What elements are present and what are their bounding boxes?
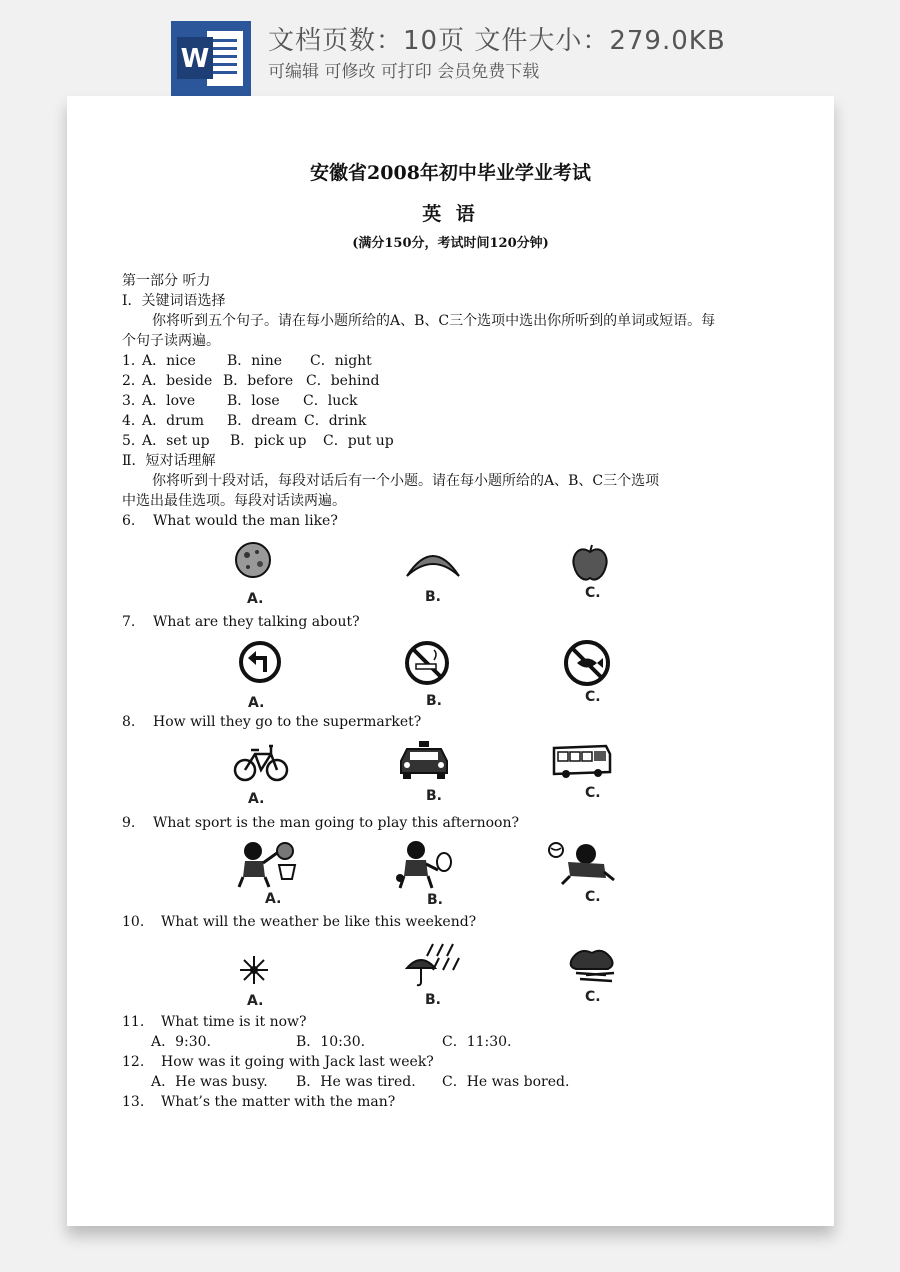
question-text: What time is it now? [161, 1014, 307, 1030]
option-c: C．night [310, 353, 372, 369]
question-number: 12. [122, 1054, 145, 1070]
option-label: A. [247, 591, 264, 607]
option-label: B. [426, 788, 442, 804]
question-number: 13. [122, 1094, 145, 1110]
option-c: C．11:30. [442, 1034, 512, 1050]
snow-icon [237, 953, 271, 987]
option-b: B．dream [227, 413, 297, 429]
option-label: A. [265, 891, 282, 907]
option-c: C．put up [323, 433, 394, 449]
section2-instruction: 你将听到十段对话，每段对话后有一个小题。请在每小题所给的A、B、C三个选项 [152, 473, 660, 489]
apple-icon [569, 542, 611, 584]
no-fishing-sign-icon [563, 639, 611, 687]
option-label: A. [248, 695, 265, 711]
question-number: 10. [122, 914, 145, 930]
option-c: C．He was bored. [442, 1074, 570, 1090]
tennis-player-icon [394, 838, 454, 890]
option-a: A．love [142, 393, 196, 409]
option-label: B. [426, 693, 442, 709]
option-label: B. [425, 992, 441, 1008]
basketball-player-icon [237, 839, 301, 889]
option-label: B. [427, 892, 443, 908]
option-a: A．drum [142, 413, 205, 429]
question-text: What will the weather be like this weekend? [161, 914, 477, 930]
question-number: 9. [122, 815, 136, 831]
exam-note: (满分150分，考试时间120分钟) [352, 236, 549, 251]
question-number: 5． [122, 433, 145, 449]
option-label: C. [585, 689, 601, 705]
volleyball-player-icon [546, 840, 616, 886]
document-meta-subtitle: 可编辑 可修改 可打印 会员免费下载 [268, 62, 540, 82]
turn-left-sign-icon [238, 640, 282, 684]
question-text: How was it going with Jack last week? [161, 1054, 434, 1070]
question-number: 2． [122, 373, 145, 389]
word-document-icon [171, 21, 251, 96]
bus-icon [552, 742, 612, 782]
option-label: B. [425, 589, 441, 605]
option-a: A．beside [142, 373, 213, 389]
dumpling-icon [233, 540, 273, 580]
question-number: 6. [122, 513, 136, 529]
taxi-icon [395, 739, 453, 781]
rain-icon [403, 942, 465, 990]
question-number: 7. [122, 614, 136, 630]
question-text: How will they go to the supermarket? [153, 714, 422, 730]
question-number: 11. [122, 1014, 145, 1030]
no-smoking-sign-icon [404, 640, 450, 686]
option-a: A．nice [142, 353, 196, 369]
banana-icon [403, 542, 463, 582]
option-a: A．He was busy. [151, 1074, 268, 1090]
section1-heading: Ⅰ．关键词语选择 [122, 293, 226, 309]
option-a: A．set up [142, 433, 210, 449]
question-text: What would the man like? [153, 513, 338, 529]
question-text: What are they talking about? [153, 614, 360, 630]
question-number: 3． [122, 393, 145, 409]
section1-instruction: 你将听到五个句子。请在每小题所给的A、B、C三个选项中选出你所听到的单词或短语。每 [152, 313, 716, 329]
option-a: A．9:30. [151, 1034, 211, 1050]
option-c: C．behind [306, 373, 380, 389]
option-label: C. [585, 785, 601, 801]
option-label: C. [585, 989, 601, 1005]
option-b: B．nine [227, 353, 283, 369]
option-b: B．pick up [230, 433, 307, 449]
option-label: C. [585, 889, 601, 905]
option-b: B．He was tired. [296, 1074, 416, 1090]
question-number: 8. [122, 714, 136, 730]
section2-instruction-cont: 中选出最佳选项。每段对话读两遍。 [122, 493, 346, 509]
question-text: What’s the matter with the man? [161, 1094, 396, 1110]
section2-heading: Ⅱ．短对话理解 [122, 453, 216, 469]
option-c: C．luck [303, 393, 358, 409]
banner [0, 0, 900, 100]
exam-subject: 英 语 [422, 203, 479, 225]
question-number: 1． [122, 353, 145, 369]
section1-instruction-cont: 个句子读两遍。 [122, 333, 220, 349]
option-label: A. [248, 791, 265, 807]
option-label: C. [585, 585, 601, 601]
document-meta-title: 文档页数：10页 文件大小：279.0KB [268, 26, 726, 56]
bicycle-icon [233, 740, 289, 782]
question-text: What sport is the man going to play this afternoon? [153, 815, 519, 831]
question-number: 4． [122, 413, 145, 429]
option-b: B．10:30. [296, 1034, 366, 1050]
document-page [67, 96, 834, 1226]
part1-heading: 第一部分 听力 [122, 273, 211, 289]
logo-letter: W [180, 44, 210, 74]
option-label: A. [247, 993, 264, 1009]
option-b: B．before [223, 373, 294, 389]
exam-title: 安徽省2008年初中毕业学业考试 [310, 162, 591, 184]
wind-icon [566, 945, 618, 985]
option-b: B．lose [227, 393, 280, 409]
option-c: C．drink [304, 413, 367, 429]
